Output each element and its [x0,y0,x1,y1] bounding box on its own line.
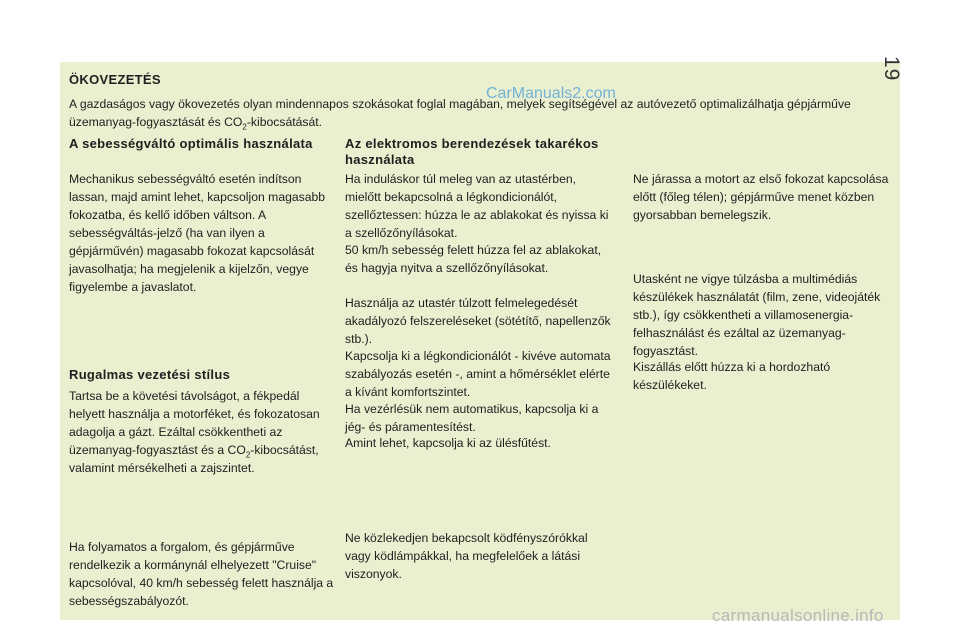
driving-style-title: Rugalmas vezetési stílus [69,367,231,382]
driving-style-subscript: 2 [245,450,251,460]
intro-subscript: 2 [242,122,247,132]
watermark-logo[interactable]: CarManuals2.com [486,85,616,102]
windows-paragraph: 50 km/h sebesség felett húzza fel az ablakokat, és hagyja nyitva a szellőzőnyílásokat. [345,243,602,275]
engine-warmup-paragraph: Ne járassa a motort az első fokozat kapcsolása előtt (főleg télen); gépjárműve menet közben gyorsabban bemelegszik. [633,172,889,222]
gearbox-paragraph: Mechanikus sebességváltó esetén indítson lassan, majd amint lehet, kapcsoljon magasabb fokozatba, és kellő időben váltson. A sebességváltás-jelző (ha van ilyen a gépjárművén) magasabb fokozat kapcsolását javasolhatja; ha megjelenik a kijelzőn, vegye figyelembe a javaslatot. [69,172,326,294]
intro-text-end: -kibocsátását. [246,115,323,129]
driving-style-text: Tartsa be a követési távolságot, a fékpedál helyett használja a motorféket, és fokozatosan adagolja a gázt. Ezáltal csökkentheti az üzemanyag-fogyasztást és a CO [69,389,320,457]
seat-heating-paragraph: Amint lehet, kapcsolja ki az ülésfűtést. [345,436,551,450]
intro-paragraph [69,95,889,131]
shading-paragraph: Használja az utastér túlzott felmelegedését akadályozó felszereléseket (sötétítő, napellenzők stb.). [345,296,611,346]
driving-style-paragraph [69,387,334,477]
section-heading: ÖKOVEZETÉS [69,72,161,87]
driving-style-text-end: -kibocsátást, valamint mérsékelheti a zajszintet. [69,443,319,475]
multimedia-paragraph: Utasként ne vigye túlzásba a multimédiás készülékek használatát (film, zene, videojáték stb.), így csökkentheti a villamosenergia-felhasználást és ezáltal az üzemanyag-fogyasztást. [633,272,881,358]
portable-devices-paragraph: Kiszállás előtt húzza ki a hordozható készülékeket. [633,360,831,392]
electrical-title: Az elektromos berendezések takarékos használata [345,136,599,167]
ac-paragraph: Kapcsolja ki a légkondicionálót - kivéve automata szabályozás esetén -, amint a hőmérséklet elérte a kívánt komfortszintet. [345,349,611,399]
page-number: 19 [880,56,903,82]
fog-lamp-paragraph: Ne közlekedjen bekapcsolt ködfényszórókkal vagy ködlámpákkal, ha megfelelőek a látási viszonyok. [345,531,588,581]
site-watermark[interactable]: carmanualsonline.info [712,606,884,625]
defrost-paragraph: Ha vezérlésük nem automatikus, kapcsolja ki a jég- és páramentesítést. [345,402,599,434]
gearbox-title: A sebességváltó optimális használata [69,136,313,151]
cruise-paragraph: Ha folyamatos a forgalom, és gépjárműve rendelkezik a kormánynál elhelyezett "Cruise" kapcsolóval, 40 km/h sebesség felett használja a sebességszabályozót. [69,540,334,608]
ventilation-paragraph: Ha induláskor túl meleg van az utastérben, mielőtt bekapcsolná a légkondicionálót, szellőztessen: húzza le az ablakokat és nyissa ki a szellőzőnyílásokat. [345,172,609,240]
intro-text: A gazdaságos vagy ökovezetés olyan mindennapos szokásokat foglal magában, melyek segítségével az autóvezető optimalizálhatja gépjárműve üzemanyag-fogyasztását és CO [69,97,851,129]
